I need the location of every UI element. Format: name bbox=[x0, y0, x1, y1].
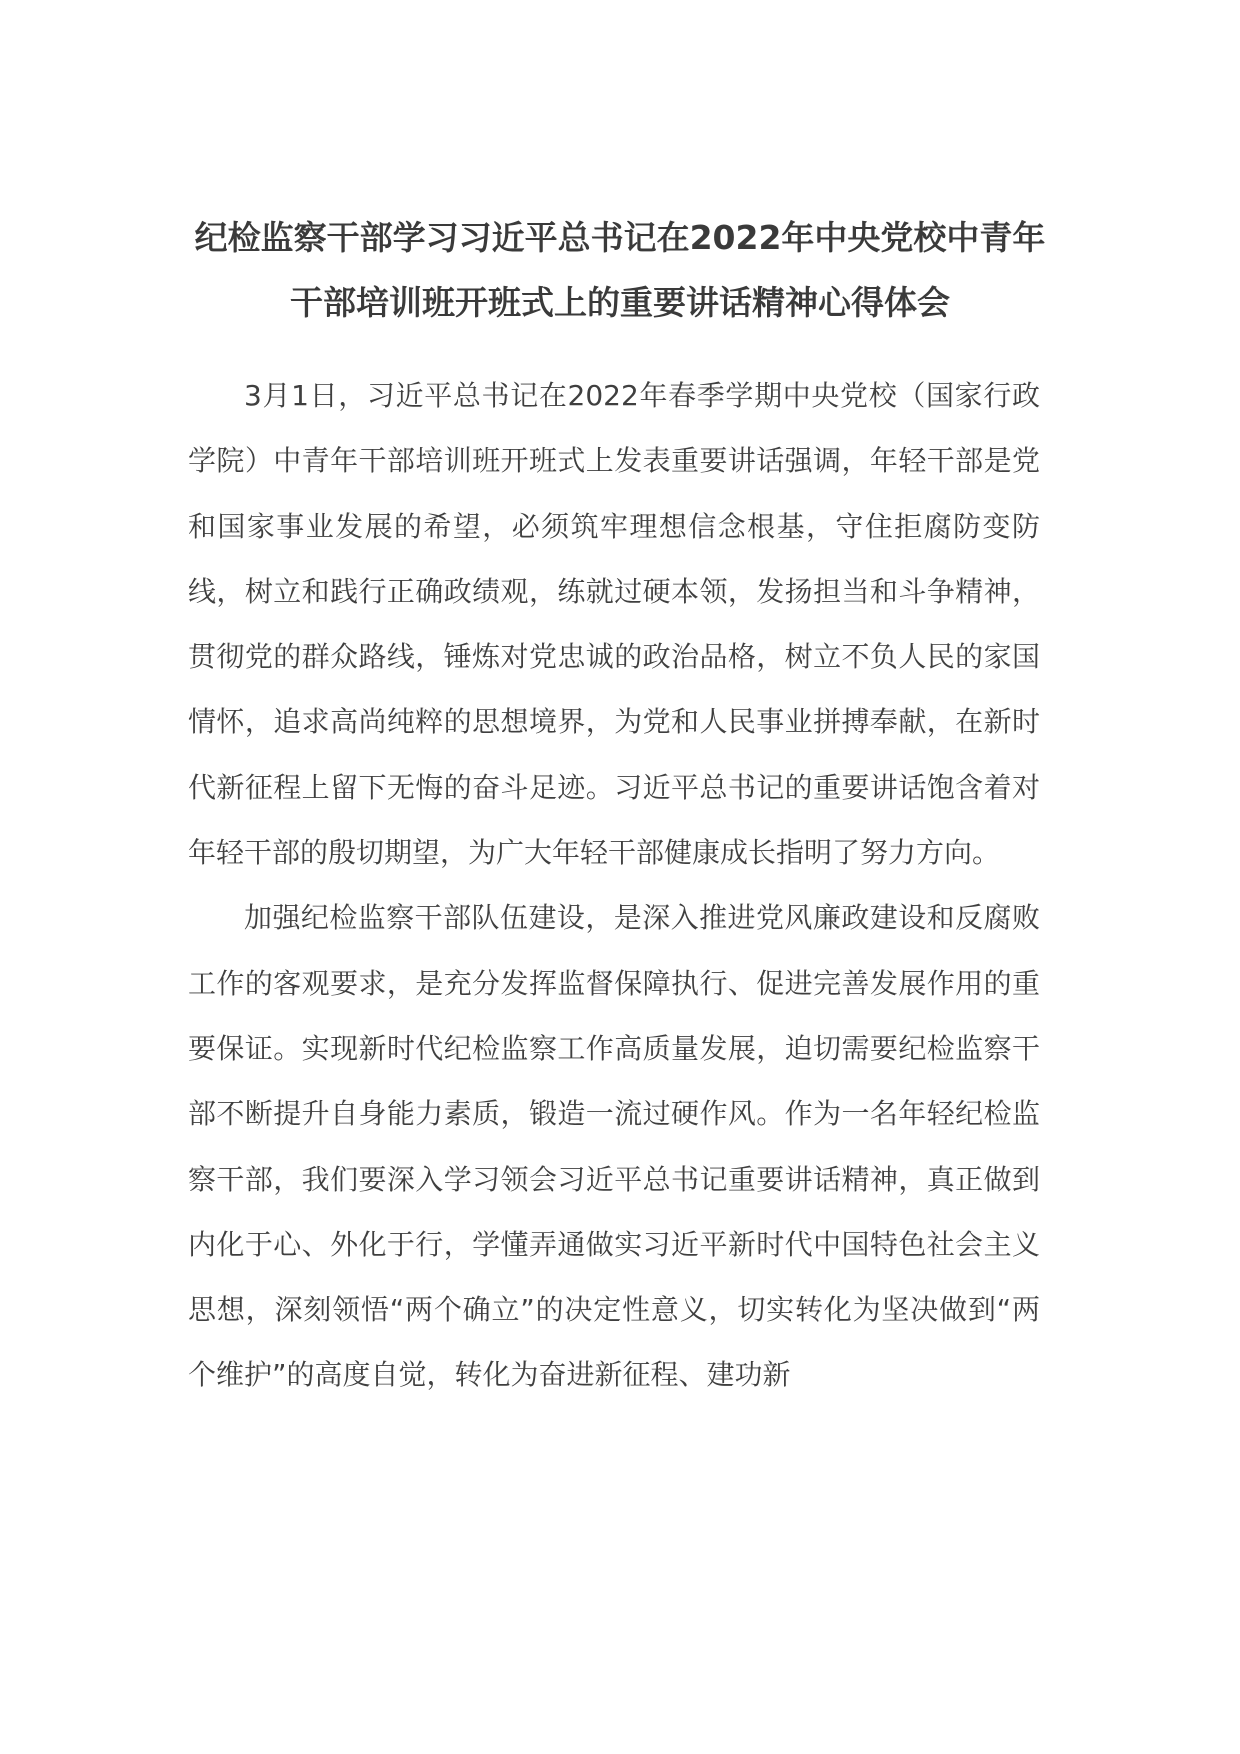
document-title: 纪检监察干部学习习近平总书记在2022年中央党校中青年干部培训班开班式上的重要讲话精神心得体会 bbox=[194, 218, 1046, 322]
body-paragraph: 3月1日，习近平总书记在2022年春季学期中央党校（国家行政学院）中青年干部培训班开班式上发表重要讲话强调，年轻干部是党和国家事业发展的希望，必须筑牢理想信念根基，守住拒腐防变防线，树立和践行正确政绩观，练就过硬本领，发扬担当和斗争精神，贯彻党的群众路线，锤炼对党忠诚的政治品格，树立不负人民的家国情怀，追求高尚纯粹的思想境界，为党和人民事业拼搏奉献，在新时代新征程上留下无悔的奋斗足迹。习近平总书记的重要讲话饱含着对年轻干部的殷切期望，为广大年轻干部健康成长指明了努力方向。 bbox=[188, 379, 1040, 870]
document-body bbox=[188, 363, 1040, 1408]
body-paragraph: 加强纪检监察干部队伍建设，是深入推进党风廉政建设和反腐败工作的客观要求，是充分发挥监督保障执行、促进完善发展作用的重要保证。实现新时代纪检监察工作高质量发展，迫切需要纪检监察干部不断提升自身能力素质，锻造一流过硬作风。作为一名年轻纪检监察干部，我们要深入学习领会习近平总书记重要讲话精神，真正做到内化于心、外化于行，学懂弄通做实习近平新时代中国特色社会主义思想，深刻领悟“两个确立”的决定性意义，切实转化为坚决做到“两个维护”的高度自觉，转化为奋进新征程、建功新 bbox=[188, 901, 1040, 1392]
